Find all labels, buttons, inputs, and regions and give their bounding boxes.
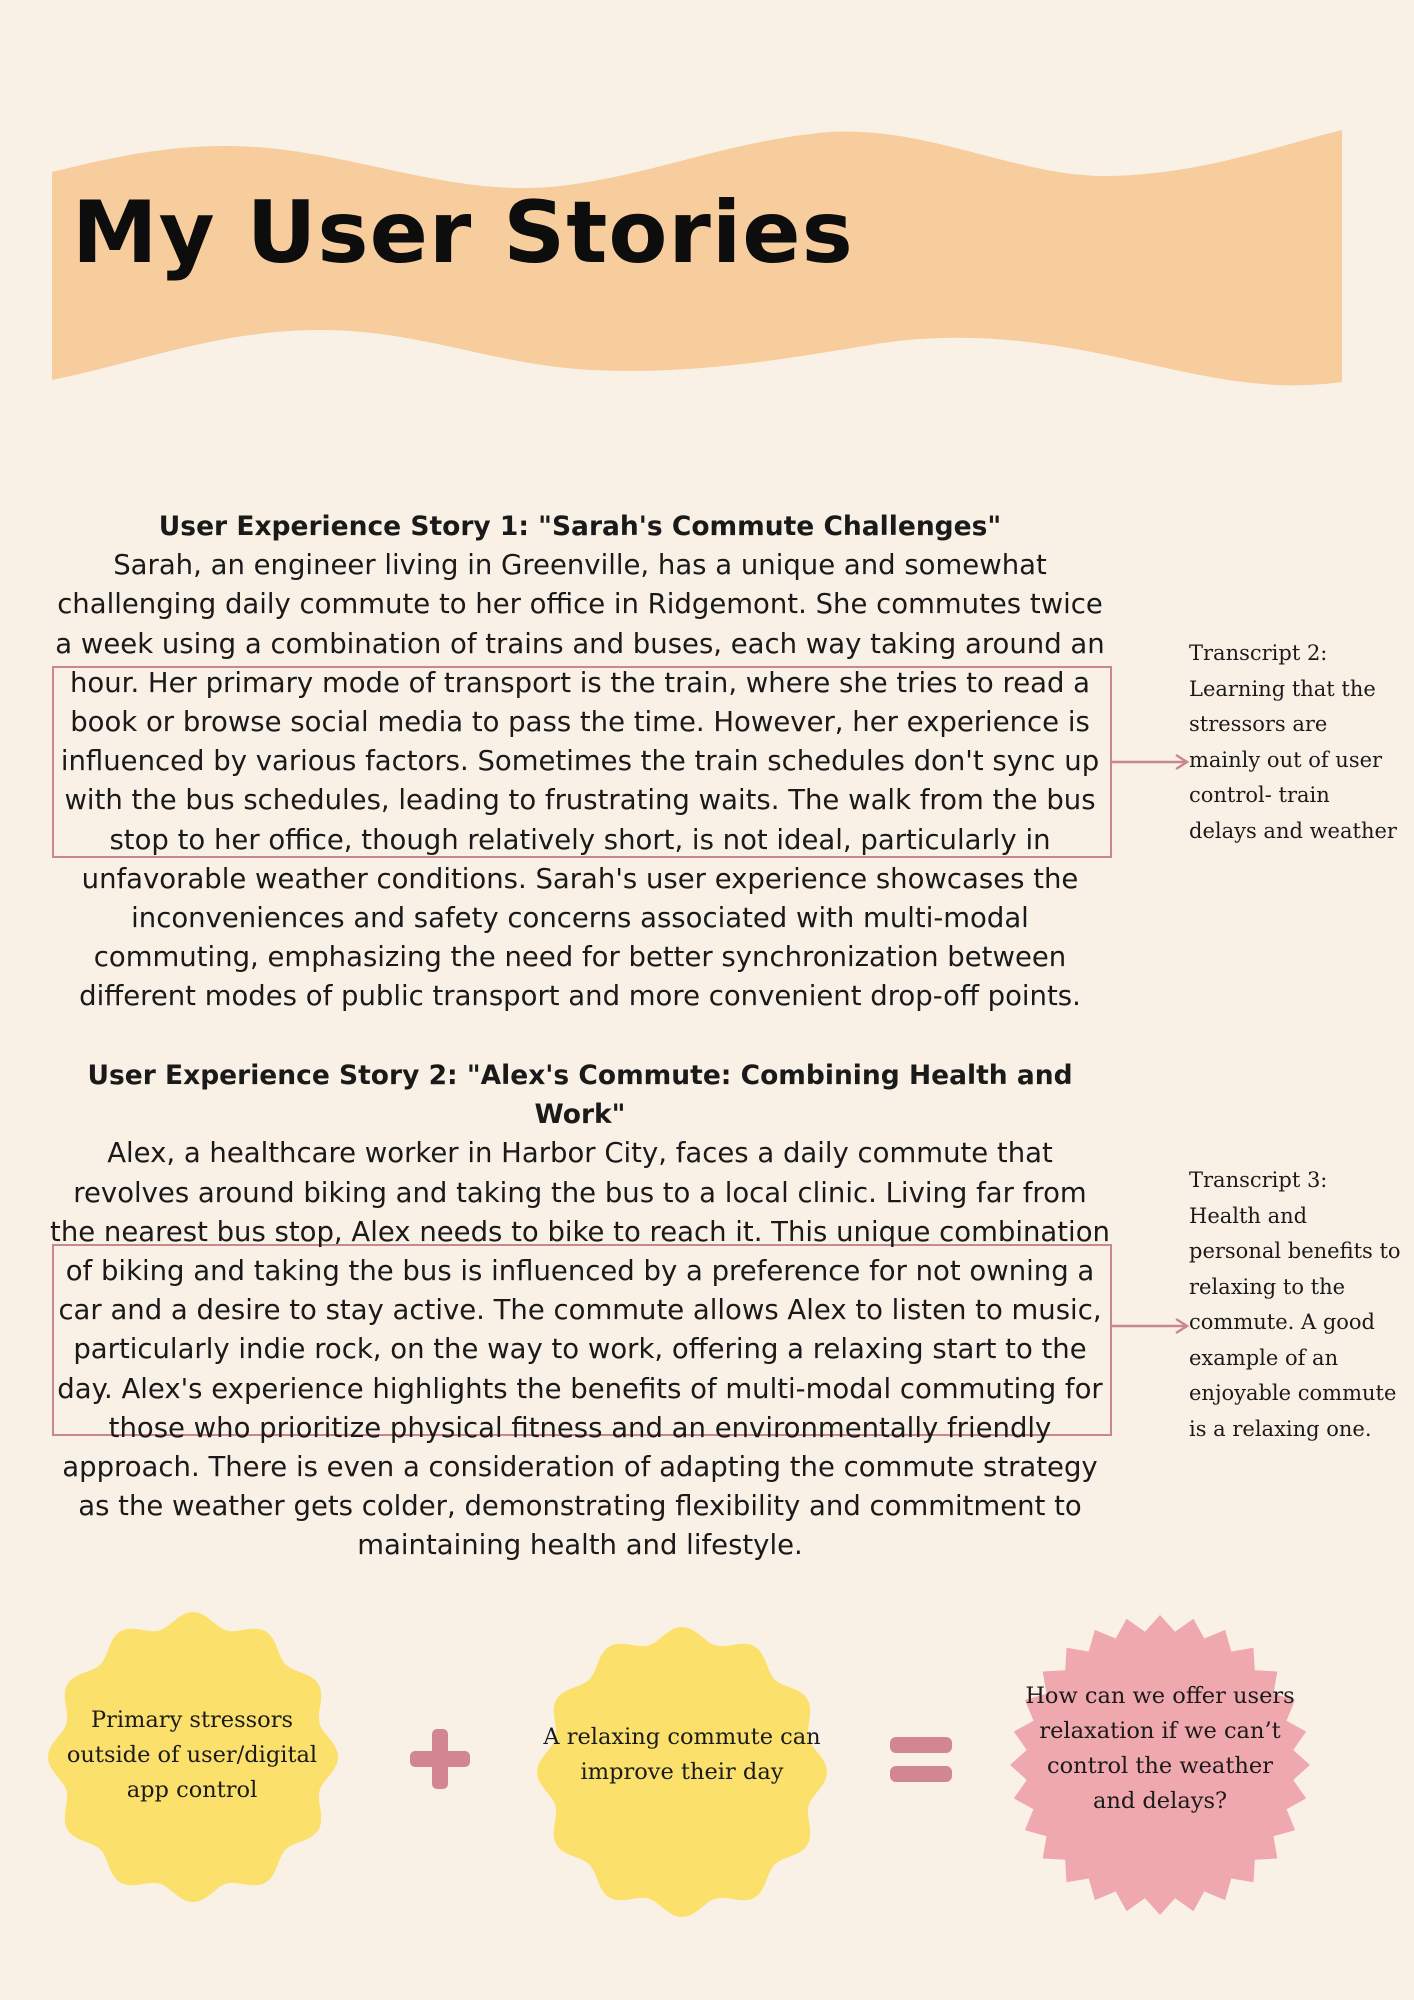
- transcript3-note: Transcript 3: Health and personal benefits to relaxing to the commute. A good example of an enjoyable commute is a relaxing one.: [1189, 1168, 1401, 1441]
- question-text: How can we offer users relaxation if we can’t control the weather and delays?: [1025, 1683, 1295, 1814]
- page-title: My User Stories: [72, 183, 854, 283]
- relaxing-text: A relaxing commute can improve their day: [543, 1724, 821, 1785]
- transcript2-note: Transcript 2: Learning that the stressors are mainly out of user control- train delays and weather: [1189, 641, 1397, 843]
- story1-body: Sarah, an engineer living in Greenville, has a unique and somewhat challenging daily commute to her office in Ridgemont. She commutes twice a week using a combination of trains and buses, each way taking around an hour. Her primary mode of transport is the train, where she tries to read a book or browse social media to pass the time. However, her experience is influenced by various factors. Sometimes the train schedules don't sync up with the bus schedules, leading to frustrating waits. The walk from the bus stop to her office, though relatively short, is not ideal, particularly in unfavorable weather conditions. Sarah's user experience showcases the inconveniences and safety concerns associated with multi-modal commuting, emphasizing the need for better synchronization between different modes of public transport and more convenient drop-off points.: [55, 549, 1105, 1013]
- stressors-text: Primary stressors outside of user/digital app control: [66, 1707, 318, 1803]
- equals-icon: [890, 1737, 952, 1782]
- story2-body: Alex, a healthcare worker in Harbor City, faces a daily commute that revolves around biking and taking the bus to a local clinic. Living far from the nearest bus stop, Alex needs to bike to reach it. This unique combination of biking and taking the bus is influenced by a preference for not owning a car and a desire to stay active. The commute allows Alex to listen to music, particularly indie rock, on the way to work, offering a relaxing start to the day. Alex's experience highlights the benefits of multi-modal commuting for those who prioritize physical fitness and an environmentally friendly approach. There is even a consideration of adapting the commute strategy as the weather gets colder, demonstrating flexibility and commitment to maintaining health and lifestyle.: [50, 1137, 1110, 1562]
- plus-icon: [410, 1729, 470, 1789]
- story1-heading: User Experience Story 1: "Sarah's Commute Challenges": [158, 511, 1002, 542]
- story2-heading: User Experience Story 2: "Alex's Commute: Combining Health and Work": [87, 1060, 1073, 1131]
